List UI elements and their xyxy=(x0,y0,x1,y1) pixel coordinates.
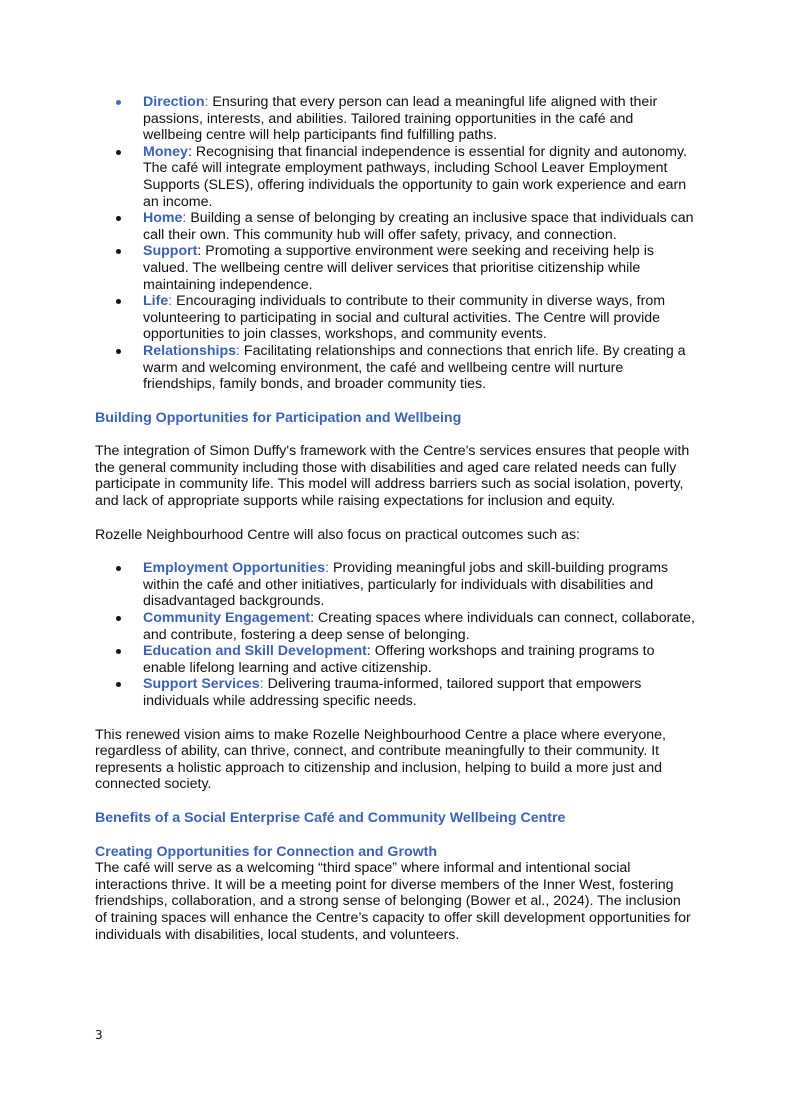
list-item-text: Providing meaningful jobs and skill-building programs within the café and other initiatives, particularly for individuals with disabilities and disadvantaged backgrounds. xyxy=(143,560,669,610)
list-item-term: Money xyxy=(143,143,188,160)
list-item: Support Services: Delivering trauma-informed, tailored support that empowers individuals while addressing specific needs. xyxy=(143,676,642,709)
document-page xyxy=(95,94,695,943)
list-item-text: Recognising that financial independence is essential for dignity and autonomy. The café will integrate employment pathways, including School Leaver Employment Supports (SLES), offering individuals the opportunity to gain work experience and earn an income. xyxy=(143,143,687,210)
list-item-term: Life xyxy=(143,293,169,310)
list-item-term: Home xyxy=(143,210,183,227)
list-item-text: Encouraging individuals to contribute to their community in diverse ways, from volunteering to participating in social and cultural activities. The Centre will provide opportunities to join classes, workshops, and community events. xyxy=(143,293,666,343)
outcomes-bullet-list xyxy=(95,560,695,709)
list-item-text: Delivering trauma-informed, tailored support that empowers individuals while addressing specific needs. xyxy=(143,676,642,709)
list-item: Education and Skill Development: Offering workshops and training programs to enable lifelong learning and active citizenship. xyxy=(143,643,655,676)
list-item-text: Offering workshops and training programs to enable lifelong learning and active citizenship. xyxy=(143,643,655,676)
list-item-term: Employment Opportunities xyxy=(143,560,326,577)
body-paragraph: This renewed vision aims to make Rozelle Neighbourhood Centre a place where everyone, regardless of ability, can thrive, connect, and contribute meaningfully to their community. It represents a holistic approach to citizenship and inclusion, helping to build a more just and connected society. xyxy=(95,726,666,793)
list-item: Community Engagement: Creating spaces where individuals can connect, collaborate, and contribute, fostering a deep sense of belonging. xyxy=(143,610,695,643)
list-item: Direction: Ensuring that every person can lead a meaningful life aligned with their passions, interests, and abilities. Tailored training opportunities in the café and wellbeing centre will help participants find fulfilling paths. xyxy=(143,94,658,144)
body-paragraph: The café will serve as a welcoming “third space” where informal and intentional social interactions thrive. It will be a meeting point for diverse members of the Inner West, fostering friendships, collaboration, and a strong sense of belonging (Bower et al., 2024). The inclusion of training spaces will enhance the Centre’s capacity to offer skill development opportunities for individuals with disabilities, local students, and volunteers. xyxy=(95,860,691,943)
list-item: Life: Encouraging individuals to contribute to their community in diverse ways, from volunteering to participating in social and cultural activities. The Centre will provide opportunities to join classes, workshops, and community events. xyxy=(143,293,666,343)
list-item-term: Education and Skill Development xyxy=(143,643,367,660)
list-item: Employment Opportunities: Providing meaningful jobs and skill-building programs within the café and other initiatives, particularly for individuals with disabilities and disadvantaged backgrounds. xyxy=(143,560,669,610)
list-item-text: Promoting a supportive environment were seeking and receiving help is valued. The wellbeing centre will deliver services that prioritise citizenship while maintaining independence. xyxy=(143,243,654,293)
body-paragraph: Rozelle Neighbourhood Centre will also focus on practical outcomes such as: xyxy=(95,526,580,543)
list-item-term: Community Engagement xyxy=(143,610,311,627)
page-number: 3 xyxy=(95,1028,103,1042)
list-item: Home: Building a sense of belonging by creating an inclusive space that individuals can call their own. This community hub will offer safety, privacy, and connection. xyxy=(143,210,694,243)
list-item-text: Creating spaces where individuals can connect, collaborate, and contribute, fostering a deep sense of belonging. xyxy=(143,610,695,643)
list-item-term: Direction xyxy=(143,94,205,110)
list-item-text: Building a sense of belonging by creating an inclusive space that individuals can call their own. This community hub will offer safety, privacy, and connection. xyxy=(143,210,694,243)
list-item: Money: Recognising that financial independence is essential for dignity and autonomy. The café will integrate employment pathways, including School Leaver Employment Supports (SLES), offering individuals the opportunity to gain work experience and earn an income. xyxy=(143,143,687,210)
body-paragraph: The integration of Simon Duffy's framework with the Centre's services ensures that people with the general community including those with disabilities and aged care related needs can fully participate in community life. This model will address barriers such as social isolation, poverty, and lack of appropriate supports while raising expectations for inclusion and equity. xyxy=(95,443,690,510)
section-heading: Benefits of a Social Enterprise Café and Community Wellbeing Centre xyxy=(95,809,566,826)
list-item: Relationships: Facilitating relationships and connections that enrich life. By creating a warm and welcoming environment, the café and wellbeing centre will nurture friendships, family bonds, and broader community ties. xyxy=(143,342,686,393)
list-item-text: Ensuring that every person can lead a meaningful life aligned with their passions, interests, and abilities. Tailored training opportunities in the café and wellbeing centre will help participants find fulfilling paths. xyxy=(143,94,658,144)
list-item-text: Facilitating relationships and connections that enrich life. By creating a warm and welcoming environment, the café and wellbeing centre will nurture friendships, family bonds, and broader community ties. xyxy=(143,342,686,393)
subsection-heading: Creating Opportunities for Connection and Growth xyxy=(95,843,438,860)
list-item-term: Support Services xyxy=(143,676,260,693)
section-heading: Building Opportunities for Participation and Wellbeing xyxy=(95,409,462,426)
intro-bullet-list xyxy=(95,94,695,393)
list-item: Support: Promoting a supportive environment were seeking and receiving help is valued. The wellbeing centre will deliver services that prioritise citizenship while maintaining independence. xyxy=(143,243,654,293)
list-item-term: Relationships xyxy=(143,342,237,359)
list-item-term: Support xyxy=(143,243,198,260)
